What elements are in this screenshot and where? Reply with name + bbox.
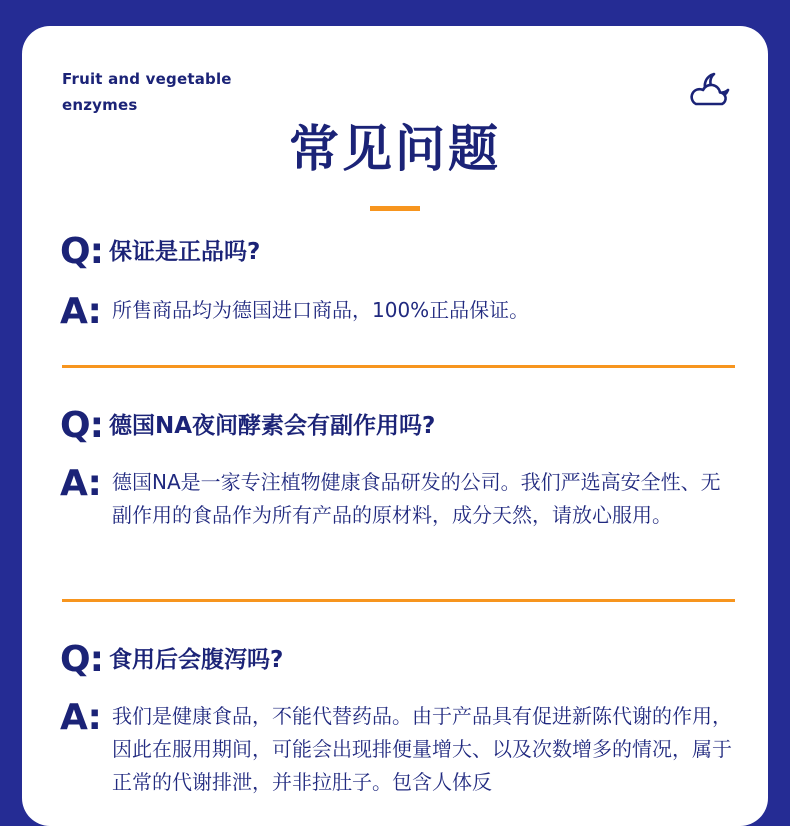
- divider: [62, 599, 735, 602]
- q-label: Q:: [60, 405, 103, 446]
- a-label: A:: [60, 697, 101, 738]
- answer-text: 所售商品均为德国进口商品，100%正品保证。: [112, 298, 530, 322]
- faq-question-1: [60, 232, 260, 272]
- moon-cloud-icon: [688, 68, 734, 108]
- brand-subtitle: [62, 66, 232, 118]
- faq-answer-3: [60, 698, 732, 799]
- a-label: A:: [60, 463, 101, 504]
- question-text: 食用后会腹泻吗?: [109, 647, 284, 673]
- faq-card: [22, 26, 768, 826]
- question-text: 德国NA夜间酵素会有副作用吗?: [109, 413, 436, 439]
- q-label: Q:: [60, 639, 103, 680]
- q-label: Q:: [60, 231, 103, 272]
- a-label: A:: [60, 291, 101, 332]
- page-title: 常见问题: [289, 120, 501, 178]
- faq-question-3: [60, 640, 283, 680]
- faq-answer-2: [60, 464, 732, 532]
- subtitle-line-1: Fruit and vegetable: [62, 70, 232, 88]
- question-text: 保证是正品吗?: [109, 239, 261, 265]
- title-underline: [370, 206, 420, 211]
- divider: [62, 365, 735, 368]
- subtitle-line-2: enzymes: [62, 96, 138, 114]
- answer-text: 德国NA是一家专注植物健康食品研发的公司。我们严选高安全性、无副作用的食品作为所有产品的原材料，成分天然，请放心服用。: [112, 470, 721, 527]
- answer-text: 我们是健康食品，不能代替药品。由于产品具有促进新陈代谢的作用，因此在服用期间，可能会出现排便量增大、以及次数增多的情况，属于正常的代谢排泄，并非拉肚子。包含人体反: [112, 704, 732, 794]
- faq-answer-1: [60, 292, 732, 332]
- faq-question-2: [60, 406, 435, 446]
